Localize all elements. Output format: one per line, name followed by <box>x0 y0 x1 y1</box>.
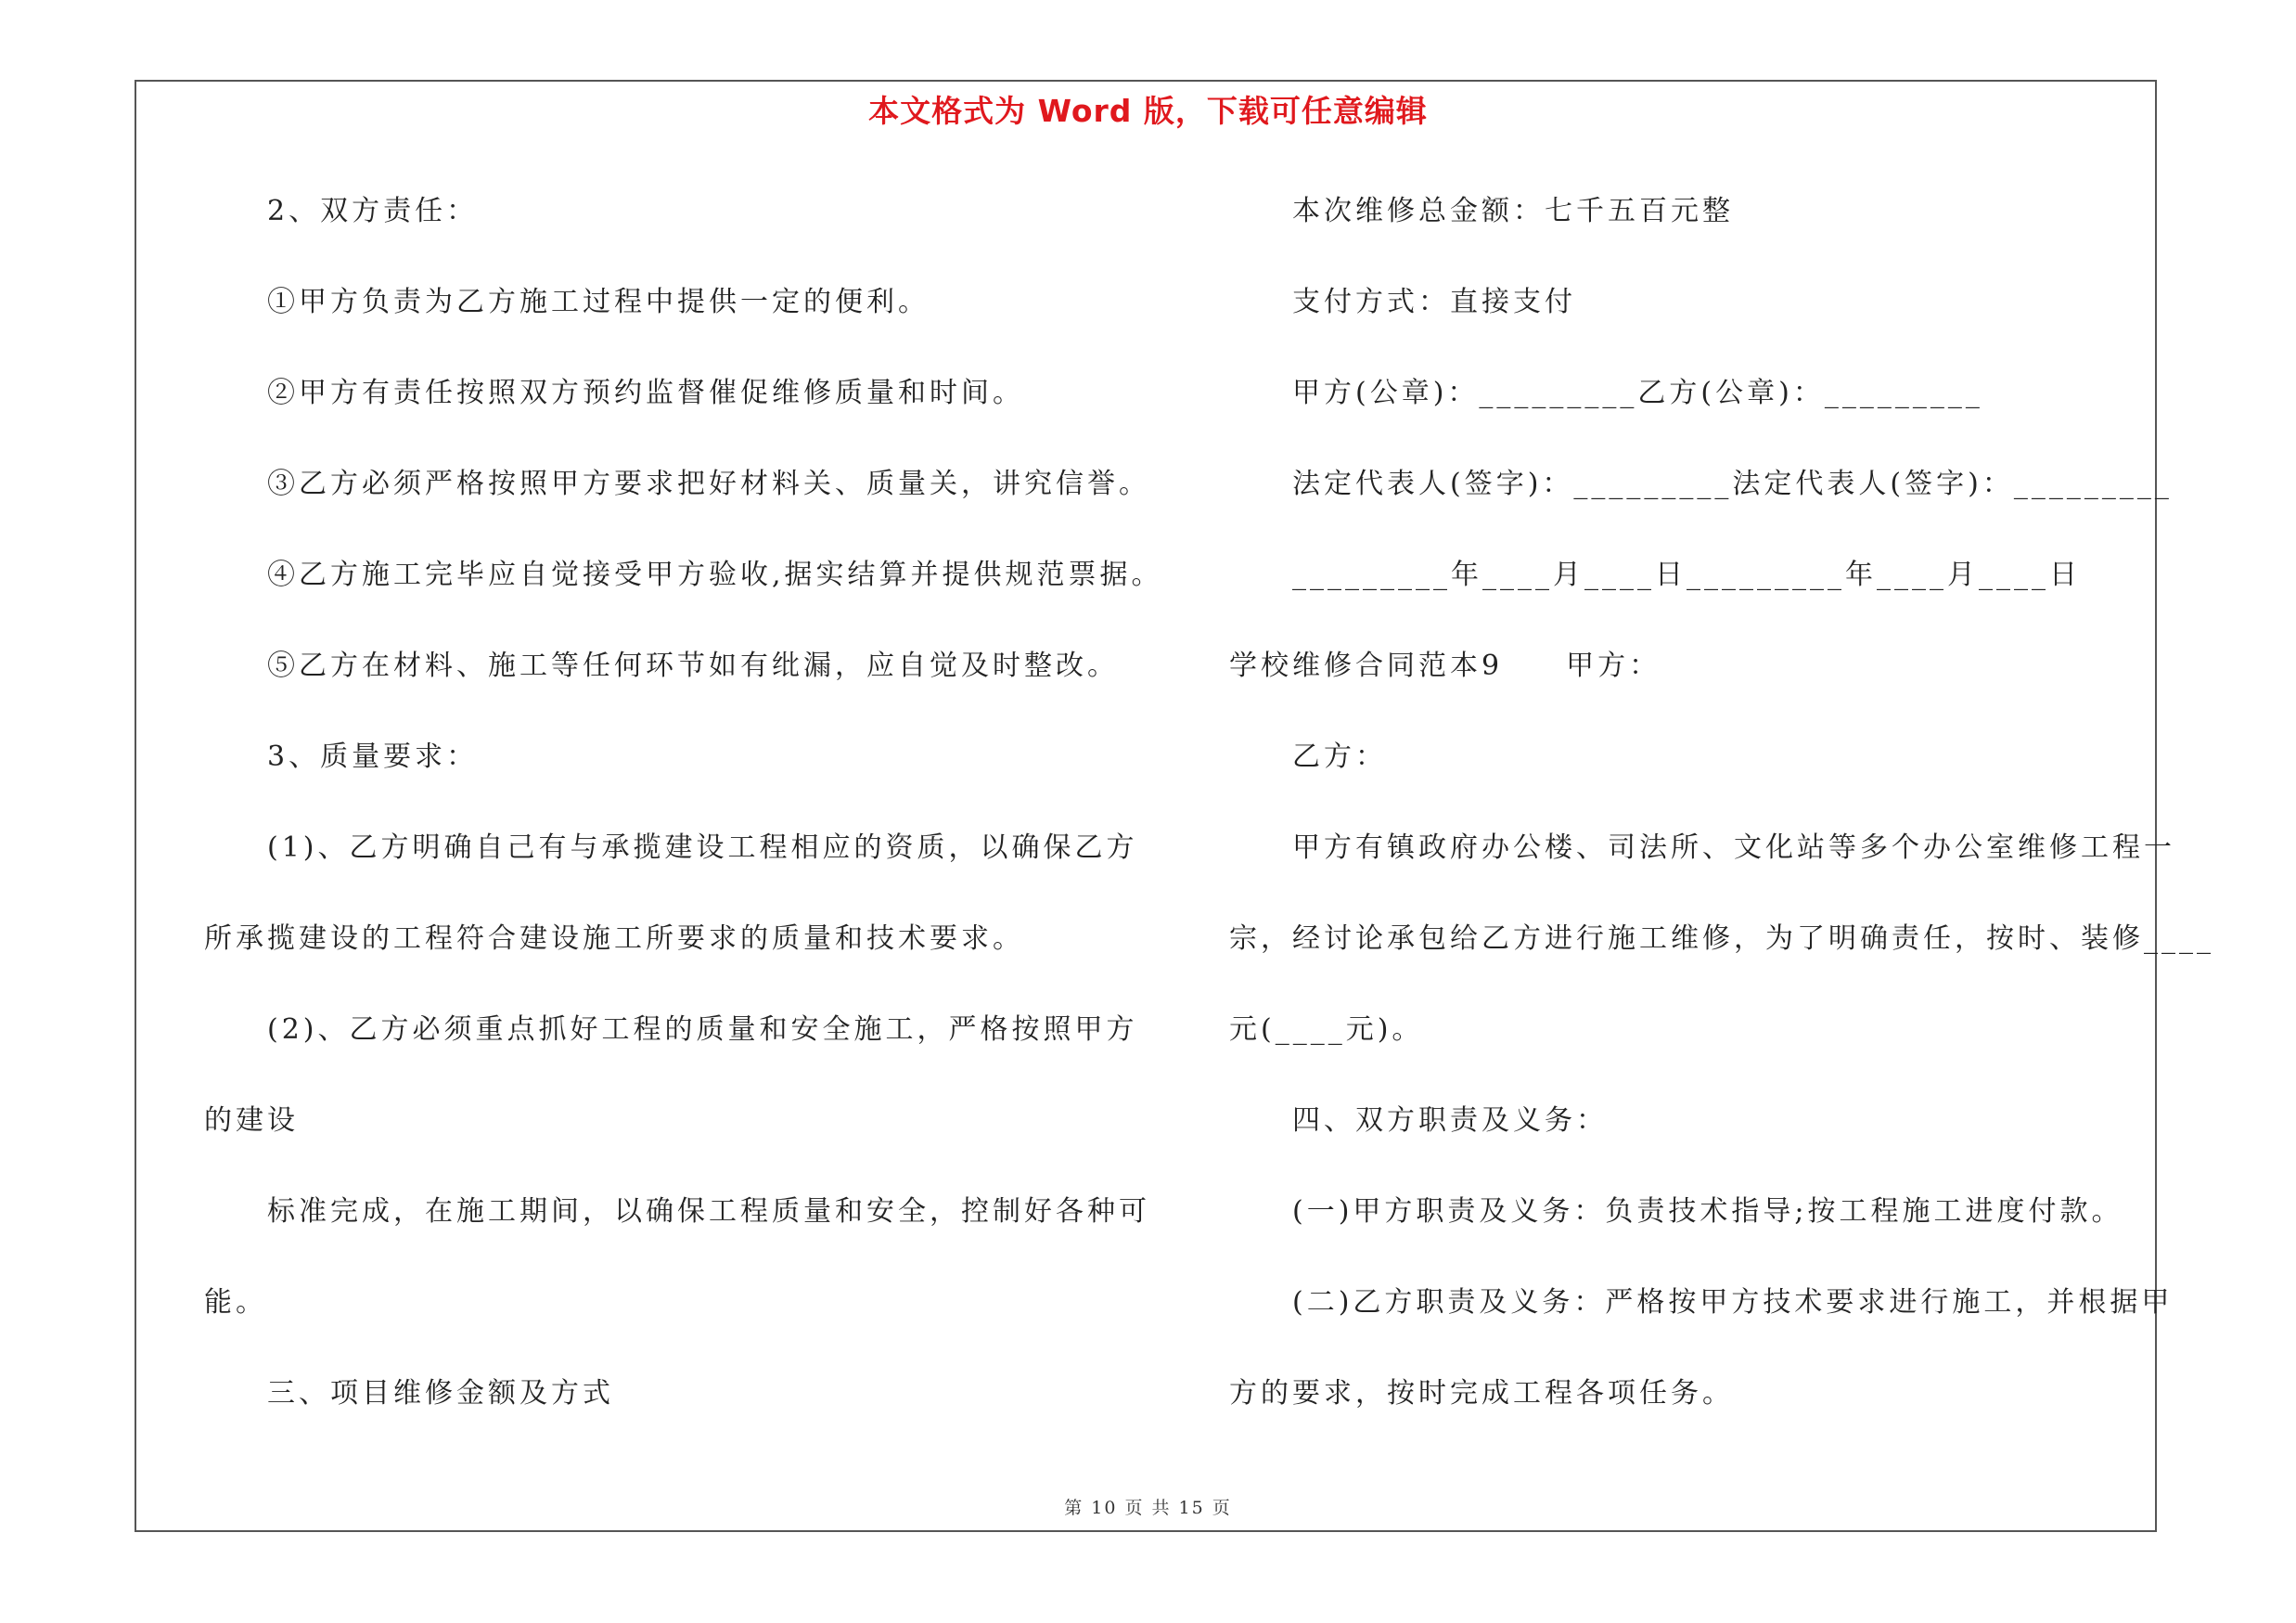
date-line: _________年____月____日_________年____月____日 <box>1292 559 2081 591</box>
paragraph-line: 元(____元)。 <box>1229 1013 1424 1046</box>
paragraph-line: 所承揽建设的工程符合建设施工所要求的质量和技术要求。 <box>204 922 1024 955</box>
paragraph-line: (2)、乙方必须重点抓好工程的质量和安全施工，严格按照甲方 <box>267 1013 1138 1046</box>
signature-line: 甲方(公章)：_________乙方(公章)：_________ <box>1292 377 1983 409</box>
paragraph-line: (1)、乙方明确自己有与承揽建设工程相应的资质，以确保乙方 <box>267 831 1138 864</box>
paragraph-line: 支付方式：直接支付 <box>1292 286 1576 318</box>
paragraph-line: 3、质量要求： <box>267 741 479 773</box>
paragraph-line: 能。 <box>204 1286 267 1319</box>
paragraph-line: 2、双方责任： <box>267 195 479 227</box>
page-number: 第 10 页 共 15 页 <box>1064 1498 1232 1518</box>
section-heading: 学校维修合同范本9 甲方： <box>1229 650 1661 682</box>
paragraph-line: ④乙方施工完毕应自觉接受甲方验收,据实结算并提供规范票据。 <box>267 559 1163 591</box>
paragraph-line: ③乙方必须严格按照甲方要求把好材料关、质量关，讲究信誉。 <box>267 468 1150 500</box>
paragraph-line: ①甲方负责为乙方施工过程中提供一定的便利。 <box>267 286 930 318</box>
paragraph-line: 四、双方职责及义务： <box>1292 1104 1608 1137</box>
paragraph-line: ⑤乙方在材料、施工等任何环节如有纰漏，应自觉及时整改。 <box>267 650 1119 682</box>
paragraph-line: 本次维修总金额：七千五百元整 <box>1292 195 1734 227</box>
paragraph-line: 乙方： <box>1292 741 1387 773</box>
paragraph-line: (二)乙方职责及义务：严格按甲方技术要求进行施工，并根据甲 <box>1292 1286 2174 1319</box>
paragraph-line: 三、项目维修金额及方式 <box>267 1377 614 1410</box>
paragraph-line: 的建设 <box>204 1104 299 1137</box>
paragraph-line: 宗，经讨论承包给乙方进行施工维修，为了明确责任，按时、装修____ <box>1229 922 2214 955</box>
paragraph-line: 标准完成，在施工期间，以确保工程质量和安全，控制好各种可 <box>267 1195 1150 1228</box>
paragraph-line: ②甲方有责任按照双方预约监督催促维修质量和时间。 <box>267 377 1024 409</box>
signature-line: 法定代表人(签字)：_________法定代表人(签字)：_________ <box>1292 468 2173 500</box>
paragraph-line: 方的要求，按时完成工程各项任务。 <box>1229 1377 1734 1410</box>
format-banner: 本文格式为 Word 版，下载可任意编辑 <box>868 93 1428 129</box>
paragraph-line: 甲方有镇政府办公楼、司法所、文化站等多个办公室维修工程一 <box>1292 831 2175 864</box>
paragraph-line: (一)甲方职责及义务：负责技术指导;按工程施工进度付款。 <box>1292 1195 2123 1228</box>
